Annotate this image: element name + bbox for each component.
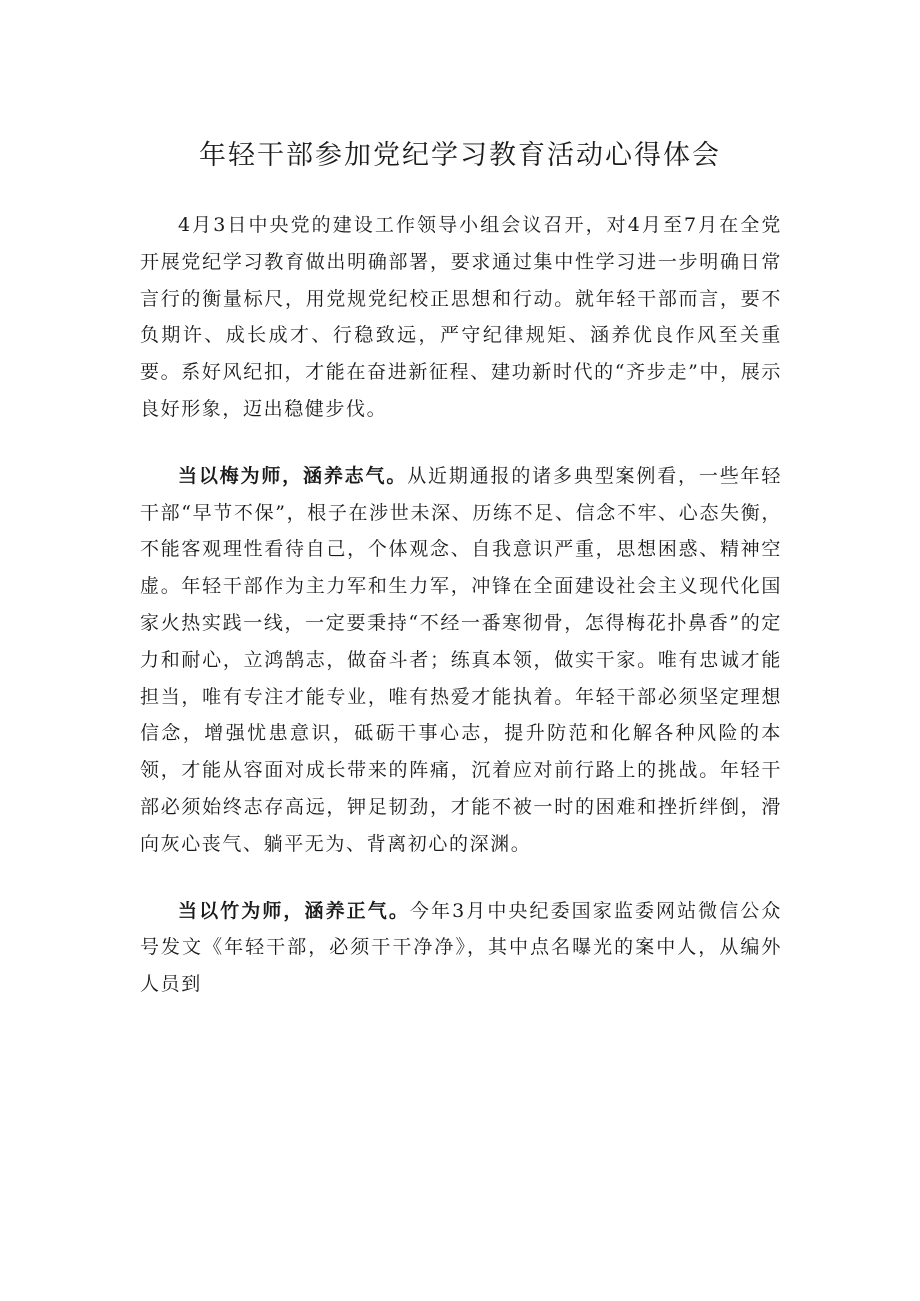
document-body	[140, 207, 782, 1033]
paragraph-text: 4月3日中央党的建设工作领导小组会议召开，对4月至7月在全党开展党纪学习教育做出明确部署，要求通过集中性学习进一步明确日常言行的衡量标尺，用党规党纪校正思想和行动。就年轻干部而言，要不负期许、成长成才、行稳致远，严守纪律规矩、涵养优良作风至关重要。系好风纪扣，才能在奋进新征程、建功新时代的“齐步走”中，展示良好形象，迈出稳健步伐。	[140, 214, 782, 420]
paragraph-plum-section	[140, 458, 782, 863]
document-title: 年轻干部参加党纪学习教育活动心得体会	[199, 140, 721, 171]
paragraph-lead: 当以梅为师，涵养志气。	[178, 464, 408, 487]
paragraph-lead: 当以竹为师，涵养正气。	[178, 899, 410, 922]
paragraph-bamboo-section	[140, 893, 782, 1003]
paragraph-text: 今年3月中央纪委国家监委网站微信公众号发文《年轻干部，必须干干净净》，其中点名曝光的案中人，从编外人员到	[140, 899, 782, 996]
paragraph-text: 从近期通报的诸多典型案例看，一些年轻干部“早节不保”，根子在涉世未深、历练不足、信念不牢、心态失衡，不能客观理性看待自己，个体观念、自我意识严重，思想困惑、精神空虚。年轻干部作为主力军和生力军，冲锋在全面建设社会主义现代化国家火热实践一线，一定要秉持“不经一番寒彻骨，怎得梅花扑鼻香”的定力和耐心，立鸿鹄志，做奋斗者；练真本领，做实干家。唯有忠诚才能担当，唯有专注才能专业，唯有热爱才能执着。年轻干部必须坚定理想信念，增强忧患意识，砥砺干事心志，提升防范和化解各种风险的本领，才能从容面对成长带来的阵痛，沉着应对前行路上的挑战。年轻干部必须始终志存高远，钾足韧劲，才能不被一时的困难和挫折绊倒，滑向灰心丧气、躺平无为、背离初心的深渊。	[140, 464, 782, 855]
paragraph-intro	[140, 207, 782, 428]
